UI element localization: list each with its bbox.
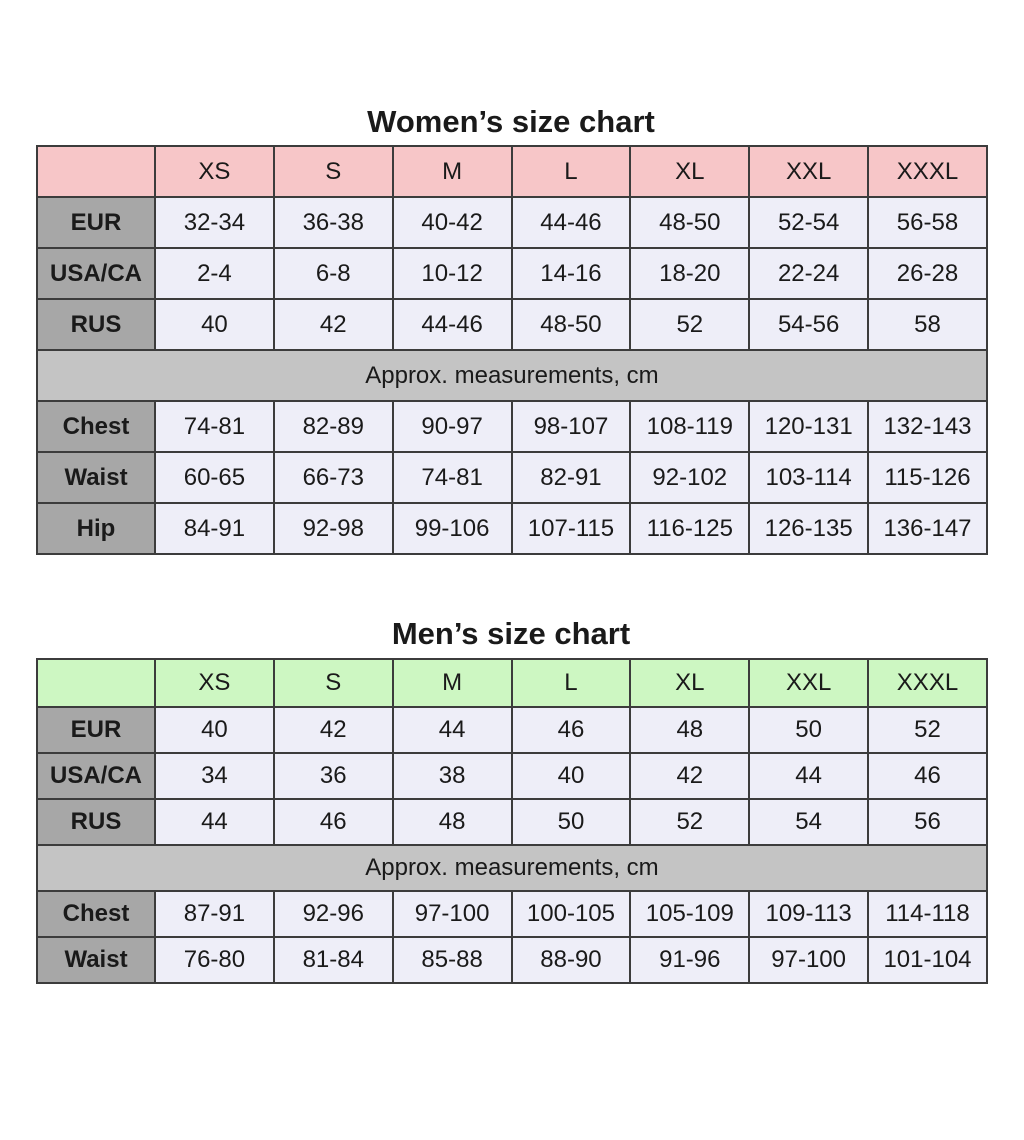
table-cell: 36 [274, 753, 393, 799]
table-cell: 81-84 [274, 937, 393, 983]
corner-cell [37, 659, 155, 707]
row-label: Waist [37, 452, 155, 503]
table-cell: 42 [630, 753, 749, 799]
table-cell: 115-126 [868, 452, 987, 503]
table-cell: 44-46 [512, 197, 631, 248]
table-cell: 52-54 [749, 197, 868, 248]
table-cell: 90-97 [393, 401, 512, 452]
table-cell: 36-38 [274, 197, 393, 248]
table-cell: 58 [868, 299, 987, 350]
row-label: USA/CA [37, 753, 155, 799]
men-size-table [36, 658, 988, 984]
table-cell: 56-58 [868, 197, 987, 248]
table-cell: 44 [749, 753, 868, 799]
table-cell: 46 [868, 753, 987, 799]
table-cell: 88-90 [512, 937, 631, 983]
row-label: RUS [37, 299, 155, 350]
section-row [37, 350, 987, 401]
table-cell: 48 [630, 707, 749, 753]
table-cell: 74-81 [393, 452, 512, 503]
table-row [37, 452, 987, 503]
size-header: L [512, 659, 631, 707]
table-row [37, 937, 987, 983]
table-cell: 48-50 [630, 197, 749, 248]
table-cell: 48-50 [512, 299, 631, 350]
table-cell: 108-119 [630, 401, 749, 452]
row-label: EUR [37, 197, 155, 248]
table-cell: 40 [512, 753, 631, 799]
table-cell: 60-65 [155, 452, 274, 503]
table-cell: 99-106 [393, 503, 512, 554]
table-cell: 52 [868, 707, 987, 753]
table-cell: 92-96 [274, 891, 393, 937]
table-cell: 120-131 [749, 401, 868, 452]
corner-cell [37, 146, 155, 197]
women-chart-title: Women’s size chart [367, 104, 655, 139]
size-header: XL [630, 146, 749, 197]
women-size-table [36, 145, 988, 555]
table-cell: 46 [274, 799, 393, 845]
table-cell: 103-114 [749, 452, 868, 503]
table-cell: 6-8 [274, 248, 393, 299]
table-cell: 98-107 [512, 401, 631, 452]
table-row [37, 401, 987, 452]
size-header: XXXL [868, 146, 987, 197]
table-cell: 46 [512, 707, 631, 753]
men-chart-title: Men’s size chart [391, 616, 631, 651]
table-cell: 42 [274, 299, 393, 350]
table-cell: 52 [630, 799, 749, 845]
table-cell: 40 [155, 299, 274, 350]
size-header: XL [630, 659, 749, 707]
table-cell: 84-91 [155, 503, 274, 554]
table-cell: 10-12 [393, 248, 512, 299]
table-row [37, 248, 987, 299]
table-cell: 56 [868, 799, 987, 845]
size-header: XS [155, 146, 274, 197]
measurements-section-label: Approx. measurements, cm [37, 845, 987, 891]
size-header: M [393, 146, 512, 197]
row-label: Hip [37, 503, 155, 554]
size-header: XXXL [868, 659, 987, 707]
table-cell: 44 [155, 799, 274, 845]
table-cell: 105-109 [630, 891, 749, 937]
table-cell: 44 [393, 707, 512, 753]
table-row [37, 197, 987, 248]
table-cell: 92-102 [630, 452, 749, 503]
size-header: S [274, 659, 393, 707]
table-row [37, 707, 987, 753]
table-cell: 97-100 [393, 891, 512, 937]
table-row [37, 891, 987, 937]
table-cell: 54-56 [749, 299, 868, 350]
table-cell: 50 [512, 799, 631, 845]
table-cell: 40-42 [393, 197, 512, 248]
table-cell: 97-100 [749, 937, 868, 983]
table-cell: 82-89 [274, 401, 393, 452]
size-header: M [393, 659, 512, 707]
size-header: XS [155, 659, 274, 707]
size-header-row [37, 659, 987, 707]
table-cell: 126-135 [749, 503, 868, 554]
table-cell: 14-16 [512, 248, 631, 299]
size-header: XXL [749, 146, 868, 197]
row-label: Chest [37, 891, 155, 937]
table-cell: 92-98 [274, 503, 393, 554]
row-label: EUR [37, 707, 155, 753]
table-cell: 48 [393, 799, 512, 845]
table-cell: 85-88 [393, 937, 512, 983]
table-cell: 52 [630, 299, 749, 350]
table-cell: 40 [155, 707, 274, 753]
table-cell: 107-115 [512, 503, 631, 554]
table-cell: 22-24 [749, 248, 868, 299]
table-cell: 136-147 [868, 503, 987, 554]
table-cell: 54 [749, 799, 868, 845]
table-cell: 101-104 [868, 937, 987, 983]
table-cell: 109-113 [749, 891, 868, 937]
measurements-section-label: Approx. measurements, cm [37, 350, 987, 401]
table-cell: 66-73 [274, 452, 393, 503]
section-row [37, 845, 987, 891]
table-cell: 44-46 [393, 299, 512, 350]
table-cell: 87-91 [155, 891, 274, 937]
table-cell: 74-81 [155, 401, 274, 452]
row-label: USA/CA [37, 248, 155, 299]
table-cell: 132-143 [868, 401, 987, 452]
table-cell: 18-20 [630, 248, 749, 299]
size-header: S [274, 146, 393, 197]
table-row [37, 299, 987, 350]
row-label: Chest [37, 401, 155, 452]
table-cell: 114-118 [868, 891, 987, 937]
size-header: XXL [749, 659, 868, 707]
table-cell: 2-4 [155, 248, 274, 299]
table-cell: 82-91 [512, 452, 631, 503]
table-cell: 100-105 [512, 891, 631, 937]
table-cell: 34 [155, 753, 274, 799]
table-cell: 91-96 [630, 937, 749, 983]
row-label: RUS [37, 799, 155, 845]
table-cell: 38 [393, 753, 512, 799]
table-cell: 32-34 [155, 197, 274, 248]
table-cell: 50 [749, 707, 868, 753]
size-header: L [512, 146, 631, 197]
table-row [37, 503, 987, 554]
table-cell: 76-80 [155, 937, 274, 983]
row-label: Waist [37, 937, 155, 983]
table-cell: 116-125 [630, 503, 749, 554]
table-row [37, 753, 987, 799]
size-header-row [37, 146, 987, 197]
table-cell: 26-28 [868, 248, 987, 299]
table-row [37, 799, 987, 845]
table-cell: 42 [274, 707, 393, 753]
